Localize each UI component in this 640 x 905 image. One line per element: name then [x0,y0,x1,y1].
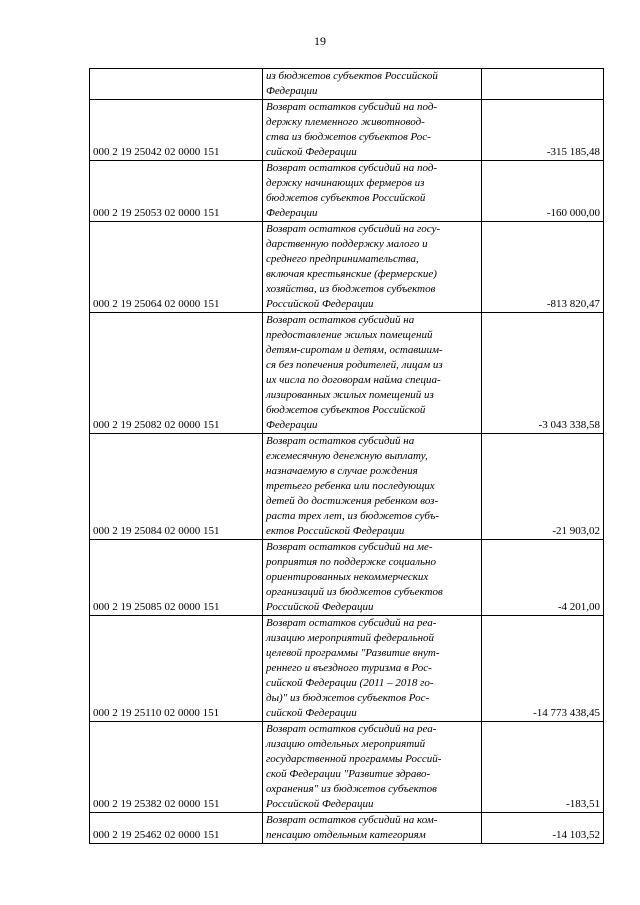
description-line: среднего предпринимательства, [266,253,419,265]
description-line: лизацию мероприятий федеральной [266,632,435,644]
description-line: ды)" из бюджетов субъектов Рос- [266,692,430,704]
description-line: организаций из бюджетов субъектов [266,586,443,598]
amount: -14 103,52 [482,813,604,844]
description-line: Возврат остатков субсидий на [266,435,415,447]
classification-code: 000 2 19 25082 02 0000 151 [90,313,263,434]
description-line: хозяйства, из бюджетов субъектов [266,283,436,295]
description-line: государственной программы Россий- [266,753,442,765]
page-number: 19 [314,34,326,48]
description-line: Возврат остатков субсидий на госу- [266,223,441,235]
amount: -3 043 338,58 [482,313,604,434]
description-line: Российской Федерации [266,298,374,310]
description-line: ской Федерации "Развитие здраво- [266,768,431,780]
description-line: роприятия по поддержке социально [266,556,437,568]
description-line: Возврат остатков субсидий на под- [266,101,438,113]
amount: -14 773 438,45 [482,616,604,722]
description-line: детей до достижения ребенком воз- [266,495,439,507]
description-line: охранения" из бюджетов субъектов [266,783,437,795]
table-row [90,100,604,161]
classification-code: 000 2 19 25064 02 0000 151 [90,222,263,313]
description-line: лизацию отдельных мероприятий [266,738,426,750]
table-row [90,69,604,100]
table-row [90,161,604,222]
income-description [263,813,482,844]
classification-code: 000 2 19 25053 02 0000 151 [90,161,263,222]
description-line: дарственную поддержку малого и [266,238,428,250]
description-line: держку племенного животновод- [266,116,425,128]
description-line: их числа по договорам найма специа- [266,374,441,386]
description-line: бюджетов субъектов Российской [266,404,426,416]
description-line: назначаемую в случае рождения [266,465,418,477]
description-line: лизированных жилых помещений из [266,389,434,401]
description-line: раста трех лет, из бюджетов субъ- [266,510,440,522]
income-description [263,540,482,616]
description-line: Возврат остатков субсидий на реа- [266,723,437,735]
description-line: Федерации [266,207,318,219]
table-row [90,813,604,844]
description-line: целевой программы "Развитие внут- [266,647,440,659]
amount: -183,51 [482,722,604,813]
income-description [263,313,482,434]
description-line: ектов Российской Федерации [266,525,405,537]
table-row [90,222,604,313]
classification-code: 000 2 19 25084 02 0000 151 [90,434,263,540]
description-line: Федерации [266,85,318,97]
table-row [90,722,604,813]
income-description [263,161,482,222]
amount: -315 185,48 [482,100,604,161]
description-line: ориентированных некоммерческих [266,571,429,583]
amount: -21 903,02 [482,434,604,540]
description-line: ся без попечения родителей, лицам из [266,359,443,371]
description-line: бюджетов субъектов Российской [266,192,426,204]
description-line: Возврат остатков субсидий на реа- [266,617,437,629]
description-line: третьего ребенка или последующих [266,480,435,492]
table-row [90,434,604,540]
description-line: реннего и въездного туризма в Рос- [266,662,432,674]
classification-code: 000 2 19 25042 02 0000 151 [90,100,263,161]
description-line: ежемесячную денежную выплату, [266,450,428,462]
description-line: сийской Федерации [266,707,357,719]
description-line: Возврат остатков субсидий на [266,314,415,326]
table-row [90,616,604,722]
description-line: Российской Федерации [266,798,374,810]
income-description [263,616,482,722]
classification-code: 000 2 19 25085 02 0000 151 [90,540,263,616]
description-line: Федерации [266,419,318,431]
income-description [263,222,482,313]
description-line: пенсацию отдельным категориям [266,829,426,841]
classification-code: 000 2 19 25462 02 0000 151 [90,813,263,844]
description-line: Возврат остатков субсидий на ком- [266,814,438,826]
description-line: включая крестьянские (фермерские) [266,268,437,280]
description-line: из бюджетов субъектов Российской [266,70,438,82]
income-description [263,722,482,813]
description-line: ства из бюджетов субъектов Рос- [266,131,431,143]
description-line: сийской Федерации (2011 – 2018 го- [266,677,434,689]
amount: -4 201,00 [482,540,604,616]
income-description [263,69,482,100]
amount: -813 820,47 [482,222,604,313]
classification-code: 000 2 19 25382 02 0000 151 [90,722,263,813]
income-description [263,100,482,161]
description-line: сийской Федерации [266,146,357,158]
description-line: Возврат остатков субсидий на ме- [266,541,433,553]
classification-code [90,69,263,100]
table-row [90,313,604,434]
description-line: Российской Федерации [266,601,374,613]
income-description [263,434,482,540]
description-line: предоставление жилых помещений [266,329,433,341]
classification-code: 000 2 19 25110 02 0000 151 [90,616,263,722]
amount: -160 000,00 [482,161,604,222]
description-line: держку начинающих фермеров из [266,177,425,189]
amount [482,69,604,100]
table-body [90,69,604,844]
budget-table [89,68,604,844]
description-line: Возврат остатков субсидий на под- [266,162,438,174]
description-line: детям-сиротам и детям, оставшим- [266,344,443,356]
table-row [90,540,604,616]
